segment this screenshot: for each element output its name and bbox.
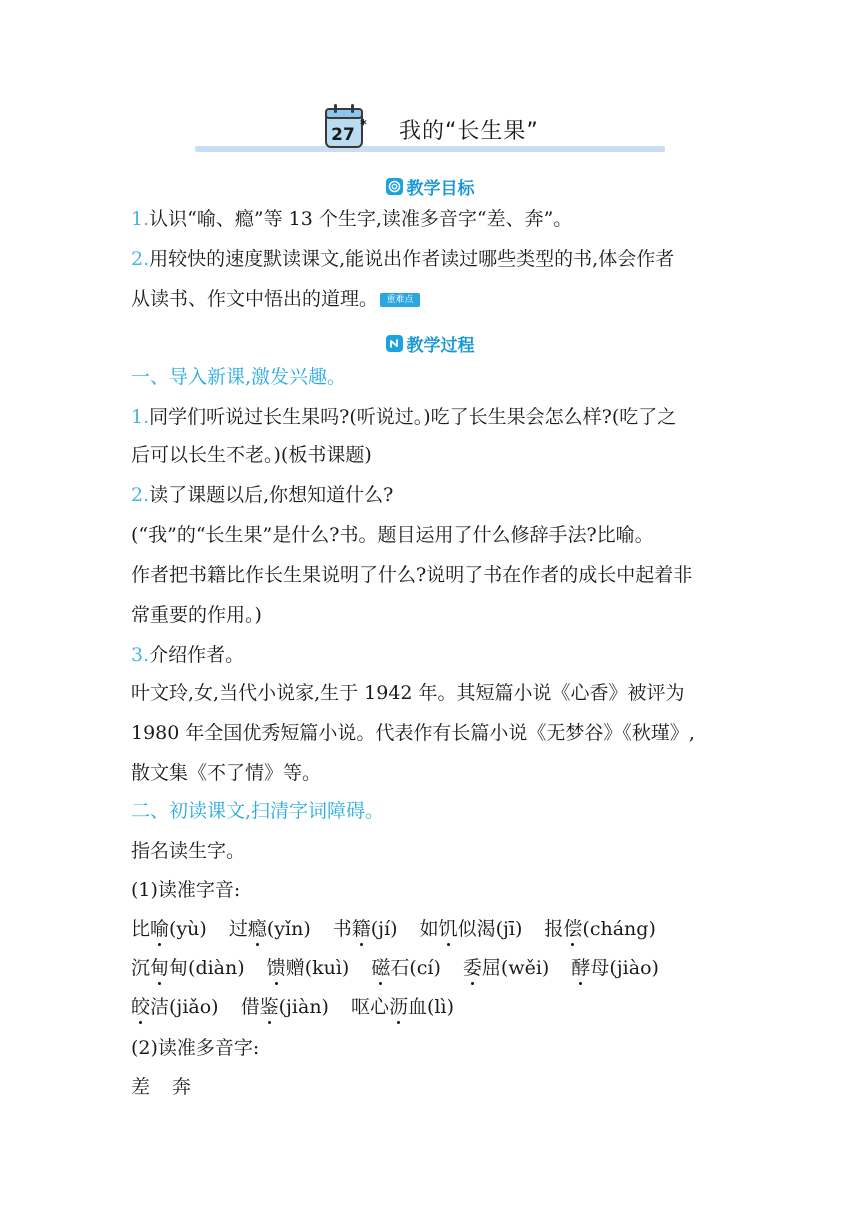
author-line-3: 散文集《不了情》等。 — [131, 762, 322, 784]
dotted-character: 喻 — [150, 918, 170, 940]
target-icon — [386, 178, 403, 195]
dotted-character: 酵 — [571, 957, 591, 979]
objective-1: 1.认识“喻、瘾”等 13 个生字,读准多音字“差、奔”。 — [131, 208, 573, 230]
pinyin-row-2 — [131, 955, 681, 981]
pronunciation-subheading: (1)读准字音: — [131, 879, 241, 901]
q2-line: 2.读了课题以后,你想知道什么? — [131, 484, 394, 506]
pinyin-word: 磁石(cí) — [371, 957, 441, 979]
polyphone-char: 差 — [131, 1076, 151, 1098]
pinyin-word: 沉甸甸(diàn) — [131, 957, 245, 979]
calendar-icon — [323, 102, 369, 150]
objective-2-line-1: 2.用较快的速度默读课文,能说出作者读过哪些类型的书,体会作者 — [131, 248, 675, 270]
key-point-tag: 重难点 — [380, 293, 420, 307]
dotted-character: 皎 — [131, 996, 151, 1018]
dotted-character: 饥 — [438, 918, 458, 940]
dotted-character: 委 — [462, 957, 482, 979]
dotted-character: 瘾 — [247, 918, 267, 940]
process-icon — [386, 335, 403, 352]
process-heading-text: 教学过程 — [406, 336, 475, 356]
pinyin-word: 馈赠(kuì) — [266, 957, 350, 979]
lesson-header — [195, 100, 665, 156]
pinyin-word: 比喻(yù) — [131, 918, 207, 940]
pinyin-word: 借鉴(jiàn) — [240, 996, 329, 1018]
polyphone-subheading: (2)读准多音字: — [131, 1037, 260, 1059]
q3-line: 3.介绍作者。 — [131, 644, 245, 666]
part2-intro: 指名读生字。 — [131, 840, 246, 862]
pinyin-word: 委屈(wěi) — [462, 957, 550, 979]
pinyin-word: 书籍(jí) — [332, 918, 398, 940]
pinyin-word: 呕心沥血(lì) — [350, 996, 454, 1018]
lesson-number: 27 — [331, 125, 355, 145]
dotted-character: 磁 — [371, 957, 391, 979]
pinyin-word: 皎洁(jiǎo) — [131, 996, 219, 1018]
q2-answer-2: 作者把书籍比作长生果说明了什么?说明了书在作者的成长中起着非 — [131, 564, 693, 586]
pinyin-row-1 — [131, 916, 678, 942]
dotted-character: 鉴 — [259, 996, 279, 1018]
objective-2-line-2: 从读书、作文中悟出的道理。 重难点 — [131, 286, 420, 312]
pinyin-word: 过瘾(yǐn) — [228, 918, 311, 940]
header-underline — [195, 146, 665, 152]
pinyin-word: 酵母(jiào) — [571, 957, 659, 979]
pinyin-word: 如饥似渴(jī) — [419, 918, 523, 940]
process-heading — [0, 331, 860, 355]
dotted-character: 籍 — [351, 918, 371, 940]
polyphone-char: 奔 — [172, 1076, 192, 1098]
pinyin-row-3 — [131, 994, 476, 1020]
part2-title: 二、初读课文,扫清字词障碍。 — [131, 800, 385, 822]
dotted-character: 沥 — [388, 996, 408, 1018]
q1-line-1: 1.同学们听说过长生果吗?(听说过。)吃了长生果会怎么样?(吃了之 — [131, 406, 677, 428]
lesson-title: 我的“长生果” — [399, 119, 539, 144]
lesson-star: * — [360, 118, 367, 133]
q2-answer-3: 常重要的作用。) — [131, 604, 262, 626]
pinyin-word: 报偿(cháng) — [544, 918, 656, 940]
dotted-character: 偿 — [563, 918, 583, 940]
q2-answer-1: (“我”的“长生果”是什么?书。题目运用了什么修辞手法?比喻。 — [131, 524, 654, 546]
objectives-heading — [0, 174, 860, 198]
polyphone-row — [131, 1074, 191, 1100]
part1-title: 一、导入新课,激发兴趣。 — [131, 366, 347, 388]
author-line-1: 叶文玲,女,当代小说家,生于 1942 年。其短篇小说《心香》被评为 — [131, 682, 685, 704]
author-line-2: 1980 年全国优秀短篇小说。代表作有长篇小说《无梦谷》《秋瑾》, — [131, 722, 695, 744]
dotted-character: 甸 — [150, 957, 170, 979]
objectives-heading-text: 教学目标 — [406, 179, 475, 199]
q1-line-2: 后可以长生不老。)(板书课题) — [131, 444, 372, 466]
dotted-character: 馈 — [266, 957, 286, 979]
